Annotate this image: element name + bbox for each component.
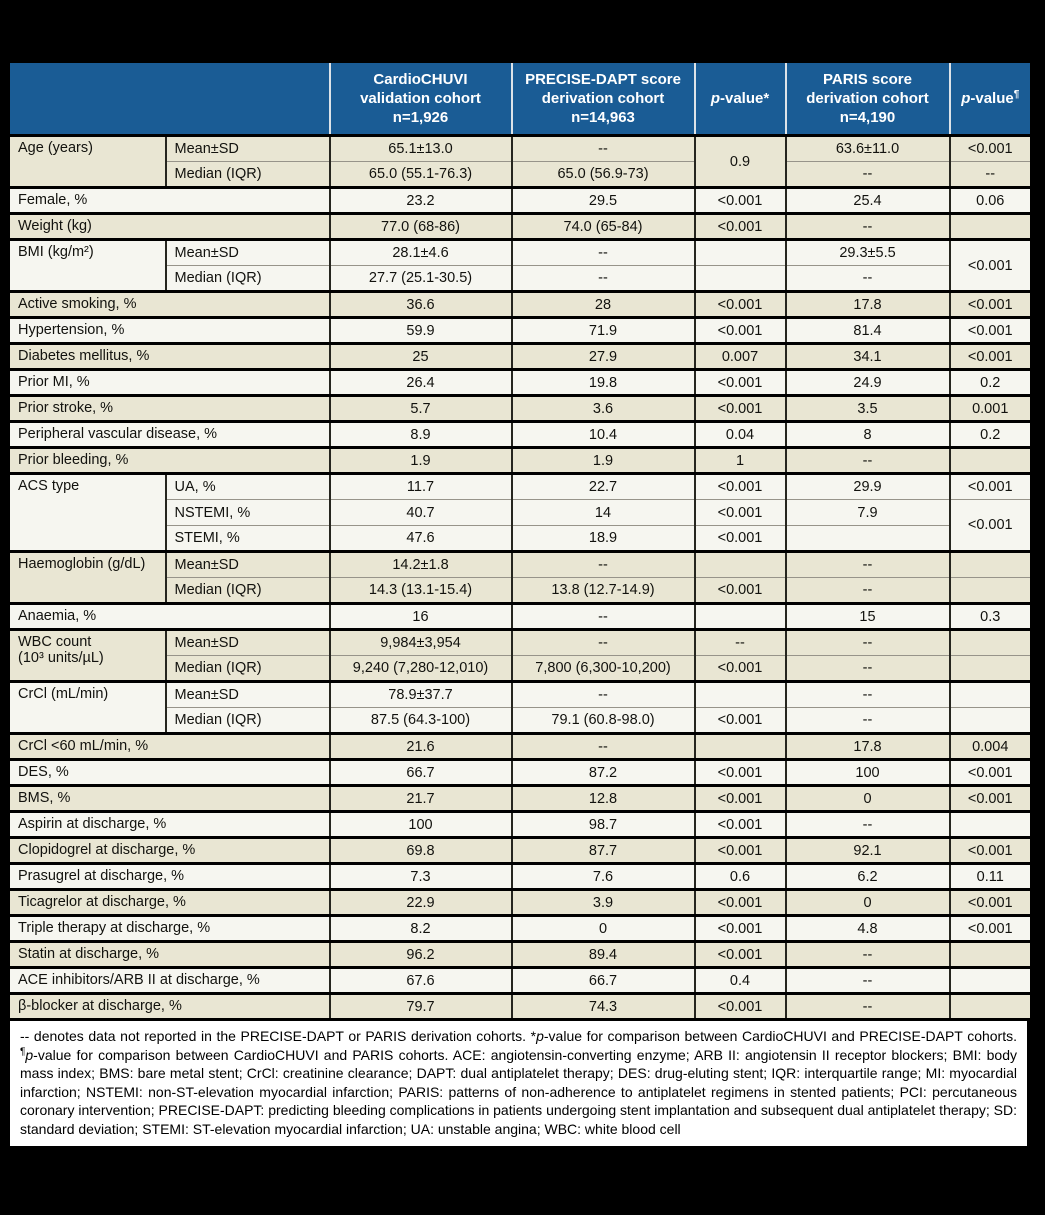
table-row	[9, 838, 1032, 864]
data-cell: 17.8	[786, 734, 950, 760]
data-cell: --	[512, 552, 695, 578]
table-row	[9, 630, 1032, 656]
data-cell: 25.4	[786, 188, 950, 214]
data-cell: 7.6	[512, 864, 695, 890]
table-row	[9, 240, 1032, 266]
row-label: ACE inhibitors/ARB II at discharge, %	[9, 968, 330, 994]
data-cell: 28.1±4.6	[330, 240, 512, 266]
data-cell: <0.001	[950, 838, 1032, 864]
data-cell: --	[786, 708, 950, 734]
data-cell: 9,984±3,954	[330, 630, 512, 656]
data-cell	[950, 656, 1032, 682]
data-cell: <0.001	[695, 318, 786, 344]
data-cell: <0.001	[695, 812, 786, 838]
header-line: n=14,963	[571, 109, 635, 126]
column-header	[786, 62, 950, 136]
data-cell: <0.001	[695, 292, 786, 318]
p-value-italic: p	[710, 90, 720, 107]
data-cell: --	[786, 630, 950, 656]
data-cell: <0.001	[695, 916, 786, 942]
data-cell	[950, 214, 1032, 240]
data-cell: 3.6	[512, 396, 695, 422]
data-cell: 18.9	[512, 526, 695, 552]
data-cell: 0.001	[950, 396, 1032, 422]
row-label: β-blocker at discharge, %	[9, 994, 330, 1020]
table-body	[9, 136, 1032, 1020]
data-cell: 23.2	[330, 188, 512, 214]
row-sublabel: NSTEMI, %	[166, 500, 330, 526]
data-cell: <0.001	[950, 136, 1032, 162]
data-cell: 59.9	[330, 318, 512, 344]
p-value-rest: -value	[970, 90, 1014, 107]
data-cell: 96.2	[330, 942, 512, 968]
row-label: DES, %	[9, 760, 330, 786]
data-cell	[695, 266, 786, 292]
row-sublabel: UA, %	[166, 474, 330, 500]
data-cell: <0.001	[695, 526, 786, 552]
column-header	[512, 62, 695, 136]
data-cell: 100	[330, 812, 512, 838]
table-row	[9, 552, 1032, 578]
data-cell: 87.7	[512, 838, 695, 864]
row-label: Weight (kg)	[9, 214, 330, 240]
row-label: Active smoking, %	[9, 292, 330, 318]
footnote-text: ¶	[20, 1045, 26, 1057]
data-cell	[950, 630, 1032, 656]
data-cell: <0.001	[950, 318, 1032, 344]
data-cell	[695, 552, 786, 578]
table-header	[9, 62, 1032, 136]
row-label: Prasugrel at discharge, %	[9, 864, 330, 890]
data-cell: <0.001	[695, 994, 786, 1020]
data-cell: 0.9	[695, 136, 786, 188]
data-cell: 0	[512, 916, 695, 942]
data-cell: --	[512, 240, 695, 266]
table-row	[9, 396, 1032, 422]
table-row	[9, 604, 1032, 630]
footnote-text: p	[536, 1028, 544, 1044]
data-cell: <0.001	[695, 214, 786, 240]
row-sublabel: Median (IQR)	[166, 656, 330, 682]
data-cell: 0.4	[695, 968, 786, 994]
data-cell: --	[512, 136, 695, 162]
row-label: Prior stroke, %	[9, 396, 330, 422]
data-cell: <0.001	[695, 760, 786, 786]
data-cell: 8.9	[330, 422, 512, 448]
row-sublabel: Mean±SD	[166, 630, 330, 656]
data-cell: 7.9	[786, 500, 950, 526]
table-row	[9, 890, 1032, 916]
data-cell: --	[512, 682, 695, 708]
table-row	[9, 422, 1032, 448]
data-cell: 15	[786, 604, 950, 630]
row-sublabel: Mean±SD	[166, 136, 330, 162]
data-cell: <0.001	[950, 890, 1032, 916]
data-cell: 6.2	[786, 864, 950, 890]
data-cell: 26.4	[330, 370, 512, 396]
header-line: n=1,926	[392, 109, 449, 126]
column-header	[695, 62, 786, 136]
data-cell: --	[786, 552, 950, 578]
data-cell: <0.001	[695, 500, 786, 526]
data-cell	[695, 240, 786, 266]
data-cell: --	[512, 604, 695, 630]
data-cell: 66.7	[330, 760, 512, 786]
column-header	[950, 62, 1032, 136]
data-cell: 87.5 (64.3-100)	[330, 708, 512, 734]
row-label: Hypertension, %	[9, 318, 330, 344]
data-cell: 0.3	[950, 604, 1032, 630]
data-cell: 63.6±11.0	[786, 136, 950, 162]
row-label: Aspirin at discharge, %	[9, 812, 330, 838]
table-row	[9, 474, 1032, 500]
data-cell: 12.8	[512, 786, 695, 812]
data-cell: <0.001	[950, 786, 1032, 812]
data-cell	[695, 734, 786, 760]
row-sublabel: STEMI, %	[166, 526, 330, 552]
data-cell: --	[512, 630, 695, 656]
data-cell: <0.001	[695, 474, 786, 500]
data-cell: 0	[786, 786, 950, 812]
data-cell: 0.2	[950, 370, 1032, 396]
row-label: Triple therapy at discharge, %	[9, 916, 330, 942]
data-cell: 67.6	[330, 968, 512, 994]
data-cell: 1	[695, 448, 786, 474]
table-row	[9, 994, 1032, 1020]
data-cell: 79.1 (60.8-98.0)	[512, 708, 695, 734]
data-cell: 8	[786, 422, 950, 448]
row-sublabel: Mean±SD	[166, 552, 330, 578]
table-row	[9, 370, 1032, 396]
table-row	[9, 942, 1032, 968]
data-cell: 27.7 (25.1-30.5)	[330, 266, 512, 292]
data-cell	[950, 448, 1032, 474]
data-cell: 79.7	[330, 994, 512, 1020]
data-cell: 92.1	[786, 838, 950, 864]
footnote-text: -- denotes data not reported in the PRECISE-DAPT or PARIS derivation cohorts. *	[20, 1028, 537, 1044]
data-cell: --	[786, 968, 950, 994]
data-cell: --	[950, 162, 1032, 188]
data-cell: 74.0 (65-84)	[512, 214, 695, 240]
row-label: ACS type	[9, 474, 166, 552]
table-row	[9, 448, 1032, 474]
data-cell: 87.2	[512, 760, 695, 786]
data-cell: 47.6	[330, 526, 512, 552]
header-line: derivation cohort	[541, 90, 665, 107]
data-cell: <0.001	[950, 344, 1032, 370]
data-cell: 11.7	[330, 474, 512, 500]
row-label: Age (years)	[9, 136, 166, 188]
p-value-rest: -value*	[719, 90, 770, 107]
data-cell: --	[786, 162, 950, 188]
footnote-text: -value for comparison between CardioCHUVI and PRECISE-DAPT cohorts.	[543, 1028, 1017, 1044]
data-cell: 89.4	[512, 942, 695, 968]
header-line: CardioCHUVI	[373, 71, 468, 88]
data-cell: 22.7	[512, 474, 695, 500]
data-cell	[695, 682, 786, 708]
table-row	[9, 734, 1032, 760]
row-sublabel: Median (IQR)	[166, 266, 330, 292]
data-cell: 0.007	[695, 344, 786, 370]
row-label: Haemoglobin (g/dL)	[9, 552, 166, 604]
data-cell: 0	[786, 890, 950, 916]
data-cell: <0.001	[950, 500, 1032, 552]
data-cell: <0.001	[950, 240, 1032, 292]
data-cell: 9,240 (7,280-12,010)	[330, 656, 512, 682]
data-cell: 10.4	[512, 422, 695, 448]
data-cell	[950, 812, 1032, 838]
data-cell: <0.001	[695, 890, 786, 916]
row-label: Statin at discharge, %	[9, 942, 330, 968]
data-cell: 71.9	[512, 318, 695, 344]
data-cell	[786, 526, 950, 552]
data-cell: 3.5	[786, 396, 950, 422]
data-cell: 8.2	[330, 916, 512, 942]
data-cell: <0.001	[695, 838, 786, 864]
data-cell: 1.9	[330, 448, 512, 474]
data-cell: 0.6	[695, 864, 786, 890]
data-cell: 7,800 (6,300-10,200)	[512, 656, 695, 682]
data-cell: 78.9±37.7	[330, 682, 512, 708]
data-cell: 66.7	[512, 968, 695, 994]
data-cell: 0.06	[950, 188, 1032, 214]
data-cell: 29.5	[512, 188, 695, 214]
row-label: CrCl <60 mL/min, %	[9, 734, 330, 760]
header-line: n=4,190	[839, 109, 896, 126]
row-label	[9, 630, 166, 682]
data-cell: 27.9	[512, 344, 695, 370]
data-cell: --	[786, 214, 950, 240]
row-sublabel: Mean±SD	[166, 240, 330, 266]
data-cell: 17.8	[786, 292, 950, 318]
row-label: Anaemia, %	[9, 604, 330, 630]
table-row	[9, 786, 1032, 812]
row-sublabel: Median (IQR)	[166, 162, 330, 188]
data-cell: 14.2±1.8	[330, 552, 512, 578]
table-row	[9, 812, 1032, 838]
data-cell: <0.001	[950, 916, 1032, 942]
data-cell: 16	[330, 604, 512, 630]
data-cell	[950, 994, 1032, 1020]
data-cell: <0.001	[695, 188, 786, 214]
data-cell: 34.1	[786, 344, 950, 370]
row-sublabel: Median (IQR)	[166, 578, 330, 604]
data-cell: --	[786, 578, 950, 604]
data-cell: <0.001	[695, 578, 786, 604]
data-cell: 65.1±13.0	[330, 136, 512, 162]
data-cell: 65.0 (55.1-76.3)	[330, 162, 512, 188]
data-cell: 29.9	[786, 474, 950, 500]
data-cell: --	[512, 266, 695, 292]
row-label: Ticagrelor at discharge, %	[9, 890, 330, 916]
row-label: BMS, %	[9, 786, 330, 812]
data-cell: 19.8	[512, 370, 695, 396]
data-cell	[950, 708, 1032, 734]
data-cell: <0.001	[695, 396, 786, 422]
data-cell: 28	[512, 292, 695, 318]
data-cell: 14.3 (13.1-15.4)	[330, 578, 512, 604]
data-cell: --	[786, 942, 950, 968]
data-cell	[950, 578, 1032, 604]
row-label: Clopidogrel at discharge, %	[9, 838, 330, 864]
footnote-text: -value for comparison between CardioCHUVI and PARIS cohorts. ACE: angiotensin-converting enzyme; ARB II: angiotensin II receptor blockers; BMI: body mass index; BMS: bare metal stent; CrCl: creatinine clearance; DAPT: dual antiplatelet therapy; DES: drug-eluting stent; IQR: interquartile range; MI: myocardial infarction; NSTEMI: non-ST-elevation myocardial infarction; PARIS: patterns of non-adherence to antiplatelet regimens in stented patients; PCI: percutaneous coronary intervention; PRECISE-DAPT: predicting bleeding complications in patients undergoing stent implantation and subsequent dual antiplatelet therapy; SD: standard deviation; STEMI: ST-elevation myocardial infarction; UA: unstable angina; WBC: white blood cell	[20, 1046, 1017, 1137]
data-cell: 29.3±5.5	[786, 240, 950, 266]
table-row	[9, 292, 1032, 318]
data-cell: <0.001	[950, 760, 1032, 786]
data-cell: 81.4	[786, 318, 950, 344]
data-cell: 22.9	[330, 890, 512, 916]
data-cell: --	[695, 630, 786, 656]
table-row	[9, 682, 1032, 708]
data-cell: <0.001	[695, 708, 786, 734]
table-row	[9, 214, 1032, 240]
header-line: derivation cohort	[806, 90, 929, 107]
data-cell: <0.001	[695, 786, 786, 812]
data-cell: 77.0 (68-86)	[330, 214, 512, 240]
table-row	[9, 864, 1032, 890]
data-cell: --	[786, 994, 950, 1020]
data-cell: --	[786, 656, 950, 682]
row-sublabel: Mean±SD	[166, 682, 330, 708]
data-cell: 0.004	[950, 734, 1032, 760]
data-cell: 74.3	[512, 994, 695, 1020]
column-header	[9, 62, 330, 136]
data-cell	[950, 552, 1032, 578]
row-label-line: WBC count	[18, 634, 92, 650]
row-sublabel: Median (IQR)	[166, 708, 330, 734]
data-cell: 69.8	[330, 838, 512, 864]
data-cell: 36.6	[330, 292, 512, 318]
table-row	[9, 344, 1032, 370]
table-row	[9, 318, 1032, 344]
table-row	[9, 968, 1032, 994]
row-label: BMI (kg/m²)	[9, 240, 166, 292]
data-cell	[950, 968, 1032, 994]
data-cell: 21.7	[330, 786, 512, 812]
row-label: Prior bleeding, %	[9, 448, 330, 474]
data-cell: 98.7	[512, 812, 695, 838]
row-label: Prior MI, %	[9, 370, 330, 396]
data-cell: --	[786, 812, 950, 838]
data-cell: --	[512, 734, 695, 760]
data-cell: <0.001	[695, 370, 786, 396]
data-cell: 25	[330, 344, 512, 370]
data-cell: --	[786, 266, 950, 292]
row-label: Female, %	[9, 188, 330, 214]
data-cell: 3.9	[512, 890, 695, 916]
header-line: PRECISE-DAPT score	[525, 71, 681, 88]
data-cell: 7.3	[330, 864, 512, 890]
data-cell: 24.9	[786, 370, 950, 396]
data-cell: 1.9	[512, 448, 695, 474]
table-row	[9, 136, 1032, 162]
table-row	[9, 188, 1032, 214]
data-cell: 100	[786, 760, 950, 786]
data-cell: --	[786, 682, 950, 708]
data-cell: 14	[512, 500, 695, 526]
data-cell: --	[786, 448, 950, 474]
row-label: CrCl (mL/min)	[9, 682, 166, 734]
data-cell: 40.7	[330, 500, 512, 526]
data-cell: <0.001	[695, 656, 786, 682]
column-header	[330, 62, 512, 136]
data-cell: <0.001	[950, 292, 1032, 318]
data-cell: 21.6	[330, 734, 512, 760]
table-row	[9, 916, 1032, 942]
footnote-text: p	[25, 1046, 34, 1063]
baseline-characteristics-table	[7, 60, 1033, 1021]
data-cell: <0.001	[950, 474, 1032, 500]
data-cell: 0.04	[695, 422, 786, 448]
data-cell: 0.11	[950, 864, 1032, 890]
p-value-italic: p	[961, 90, 971, 107]
data-cell	[950, 682, 1032, 708]
header-line: PARIS score	[823, 71, 912, 88]
table-row	[9, 760, 1032, 786]
data-cell: 5.7	[330, 396, 512, 422]
data-cell: 65.0 (56.9-73)	[512, 162, 695, 188]
row-label-line: (10³ units/µL)	[18, 650, 104, 666]
p-value-marker: ¶	[1013, 89, 1020, 100]
data-cell	[950, 942, 1032, 968]
table-footnote	[7, 1021, 1030, 1149]
data-cell: 13.8 (12.7-14.9)	[512, 578, 695, 604]
data-cell: <0.001	[695, 942, 786, 968]
row-label: Diabetes mellitus, %	[9, 344, 330, 370]
data-cell: 0.2	[950, 422, 1032, 448]
header-line: validation cohort	[360, 90, 481, 107]
data-cell	[695, 604, 786, 630]
row-label: Peripheral vascular disease, %	[9, 422, 330, 448]
data-cell: 4.8	[786, 916, 950, 942]
